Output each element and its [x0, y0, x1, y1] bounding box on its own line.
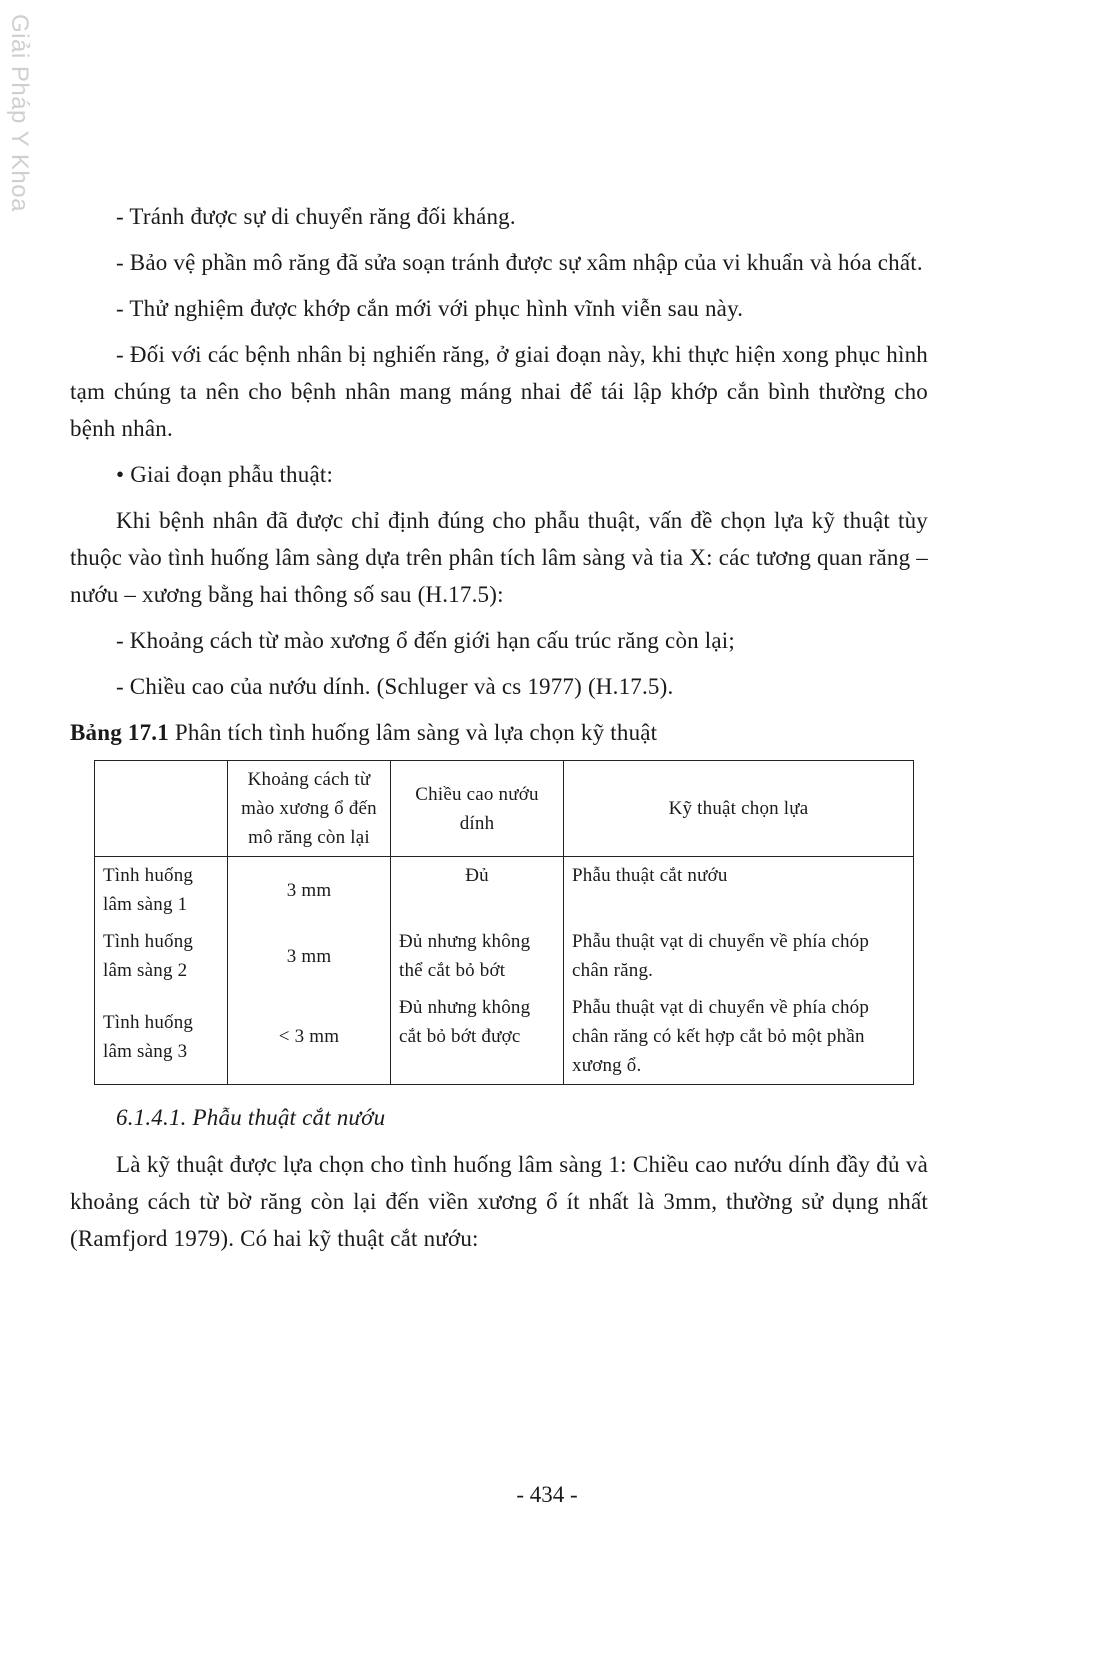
table-cell: 3 mm	[228, 923, 391, 989]
table-cell: < 3 mm	[228, 989, 391, 1085]
table-cell: 3 mm	[228, 857, 391, 924]
table-cell: Đủ nhưng không thể cắt bỏ bớt	[391, 923, 564, 989]
paragraph: - Tránh được sự di chuyển răng đối kháng.	[116, 204, 516, 229]
table-caption	[70, 714, 928, 751]
table-cell: Đủ	[391, 857, 564, 924]
paragraph: - Đối với các bệnh nhân bị nghiến răng, ở giai đoạn này, khi thực hiện xong phục hình tạm chúng ta nên cho bệnh nhân mang máng nhai để tái lập khớp cắn bình thường cho bệnh nhân.	[70, 342, 928, 441]
subsection-heading: 6.1.4.1. Phẫu thuật cắt nướu	[116, 1105, 386, 1130]
header-cell: Chiều cao nướu dính	[391, 761, 564, 857]
table-row	[95, 989, 914, 1085]
table-caption-label: Bảng 17.1	[70, 720, 169, 745]
paragraph: - Bảo vệ phần mô răng đã sửa soạn tránh được sự xâm nhập của vi khuẩn và hóa chất.	[116, 250, 923, 275]
table-header-row	[95, 761, 914, 857]
paragraph: - Chiều cao của nướu dính. (Schluger và cs 1977) (H.17.5).	[116, 674, 674, 699]
paragraph: Là kỹ thuật được lựa chọn cho tình huống lâm sàng 1: Chiều cao nướu dính đầy đủ và khoảng cách từ bờ răng còn lại đến viền xương ổ ít nhất là 3mm, thường sử dụng nhất (Ramfjord 1979). Có hai kỹ thuật cắt nướu:	[70, 1152, 928, 1251]
table-cell: Phẫu thuật cắt nướu	[564, 857, 914, 924]
table-cell: Phẫu thuật vạt di chuyển về phía chóp chân răng.	[564, 923, 914, 989]
header-cell	[95, 761, 228, 857]
paragraph: - Khoảng cách từ mào xương ổ đến giới hạn cấu trúc răng còn lại;	[116, 628, 735, 653]
watermark: Giải Pháp Y Khoa	[6, 14, 33, 212]
table-caption-text: Phân tích tình huống lâm sàng và lựa chọn kỹ thuật	[168, 720, 658, 745]
table-cell: Đủ nhưng không cắt bỏ bớt được	[391, 989, 564, 1085]
table-cell: Phẫu thuật vạt di chuyển về phía chóp chân răng có kết hợp cắt bỏ một phần xương ổ.	[564, 989, 914, 1085]
header-cell: Khoảng cách từ mào xương ổ đến mô răng còn lại	[228, 761, 391, 857]
table-cell: Tình huống lâm sàng 1	[95, 857, 228, 924]
clinical-analysis-table	[94, 760, 914, 1085]
table-row	[95, 923, 914, 989]
page-number: - 434 -	[516, 1482, 578, 1507]
table-row	[95, 857, 914, 924]
section-bullet: • Giai đoạn phẫu thuật:	[116, 462, 334, 487]
header-cell: Kỹ thuật chọn lựa	[564, 761, 914, 857]
table-cell: Tình huống lâm sàng 3	[95, 989, 228, 1085]
page-body	[70, 198, 928, 1266]
table-cell: Tình huống lâm sàng 2	[95, 923, 228, 989]
paragraph: Khi bệnh nhân đã được chỉ định đúng cho phẫu thuật, vấn đề chọn lựa kỹ thuật tùy thuộc vào tình huống lâm sàng dựa trên phân tích lâm sàng và tia X: các tương quan răng – nướu – xương bằng hai thông số sau (H.17.5):	[70, 508, 928, 607]
paragraph: - Thử nghiệm được khớp cắn mới với phục hình vĩnh viễn sau này.	[116, 296, 744, 321]
